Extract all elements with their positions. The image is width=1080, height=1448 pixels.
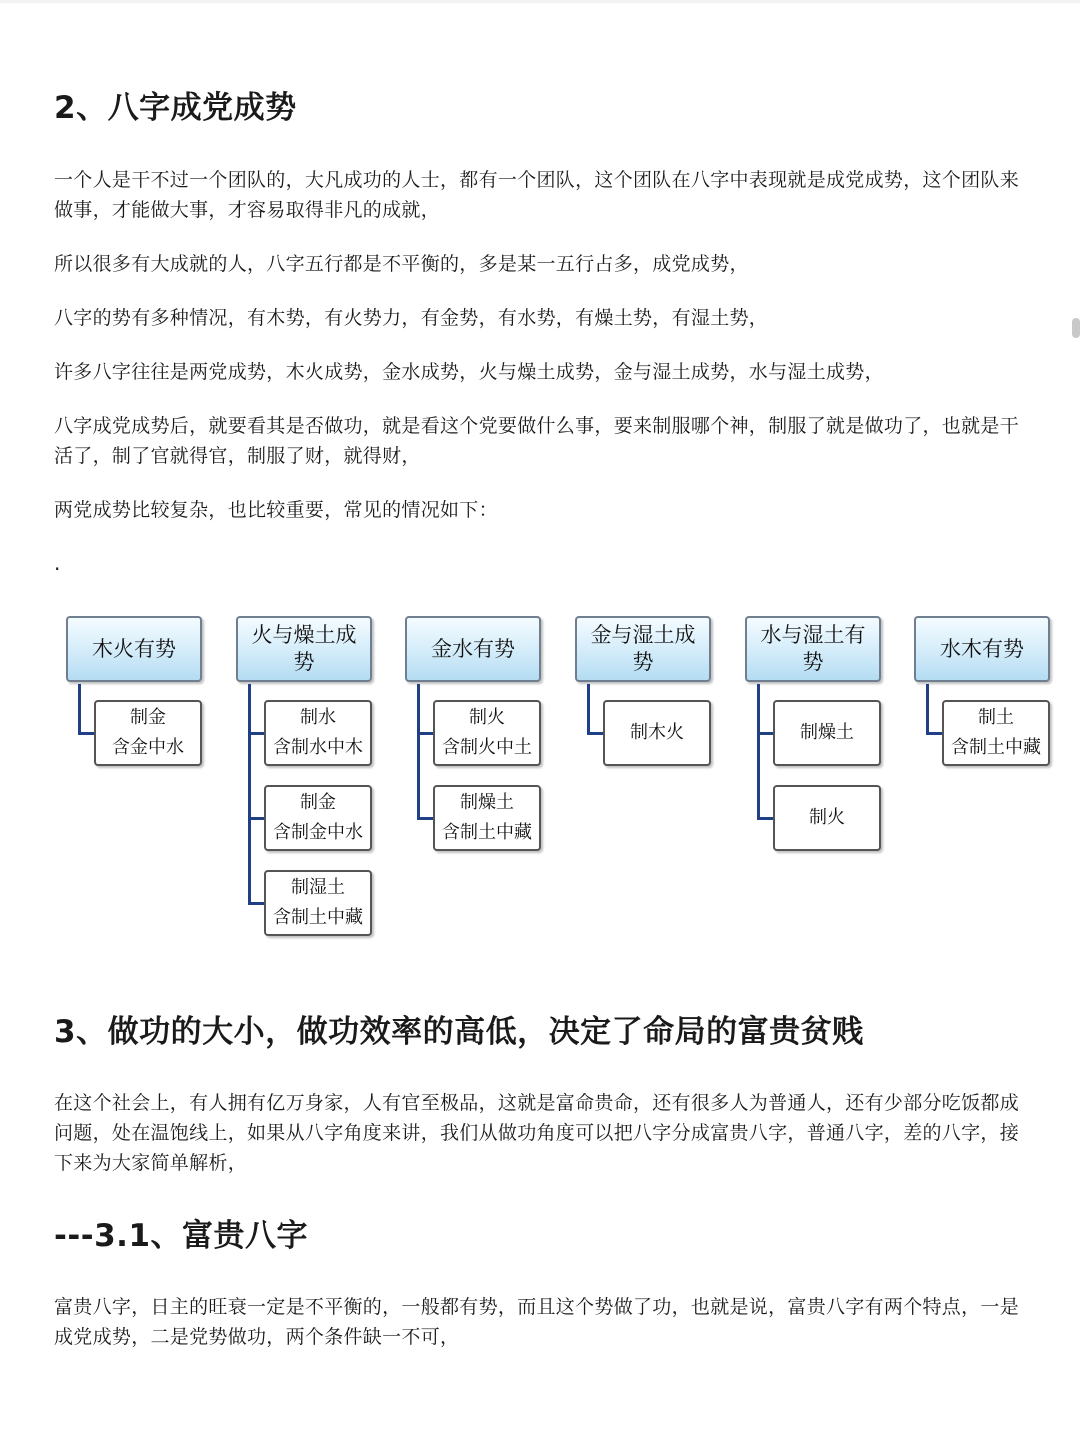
connector-vertical (926, 684, 929, 735)
connector-vertical (587, 684, 590, 735)
diagram-head-box: 金与湿土成势 (575, 616, 711, 682)
child-line-2: 含制土中藏 (273, 907, 363, 928)
stray-dot: . (54, 551, 61, 575)
scrollbar-thumb[interactable] (1072, 318, 1080, 338)
section-2-paragraph-6: 两党成势比较复杂，也比较重要，常见的情况如下： (54, 499, 498, 521)
diagram-child-box (603, 700, 711, 766)
child-line-1: 制火 (809, 807, 845, 828)
connector-horizontal (757, 817, 773, 820)
child-line-2: 含制金中水 (273, 822, 363, 843)
section-2-paragraph-1: 一个人是干不过一个团队的，大凡成功的人士，都有一个团队，这个团队在八字中表现就是成党成势，这个团队来做事，才能做大事，才容易取得非凡的成就， (54, 169, 1020, 221)
section-3-heading: 3、做功的大小，做功效率的高低，决定了命局的富贵贫贱 (54, 1014, 864, 1050)
diagram-child-box (773, 785, 881, 851)
connector-horizontal (248, 902, 264, 905)
child-line-1: 制土 (978, 707, 1014, 728)
top-edge (0, 0, 1080, 3)
child-line-1: 制水 (300, 707, 336, 728)
child-line-2: 含制水中木 (273, 737, 363, 758)
child-line-2: 含金中水 (112, 737, 184, 758)
child-line-1: 制金 (300, 792, 336, 813)
diagram-child-box (942, 700, 1050, 766)
section-3-1-paragraph-1: 富贵八字，日主的旺衰一定是不平衡的，一般都有势，而且这个势做了功，也就是说，富贵八字有两个特点，一是成党成势，二是党势做功，两个条件缺一不可， (54, 1296, 1020, 1348)
diagram-child-box (773, 700, 881, 766)
diagram-child-box (264, 870, 372, 936)
diagram-head-box: 火与燥土成势 (236, 616, 372, 682)
connector-horizontal (248, 732, 264, 735)
connector-vertical (78, 684, 81, 735)
section-2-paragraph-3: 八字的势有多种情况，有木势，有火势力，有金势，有水势，有燥土势，有湿土势， (54, 307, 769, 329)
child-line-1: 制燥土 (800, 722, 854, 743)
child-line-1: 制金 (130, 707, 166, 728)
diagram-head-box: 水木有势 (914, 616, 1050, 682)
connector-horizontal (248, 817, 264, 820)
child-line-1: 制湿土 (291, 877, 345, 898)
child-line-2: 含制土中藏 (442, 822, 532, 843)
diagram-head-box: 木火有势 (66, 616, 202, 682)
diagram-child-box (433, 785, 541, 851)
diagram-child-box (94, 700, 202, 766)
connector-horizontal (757, 732, 773, 735)
section-3-paragraph-1: 在这个社会上，有人拥有亿万身家，人有官至极品，这就是富命贵命，还有很多人为普通人，还有少部分吃饭都成问题，处在温饱线上，如果从八字角度来讲，我们从做功角度可以把八字分成富贵八字，普通八字，差的八字，接下来为大家简单解析， (54, 1092, 1020, 1174)
child-line-2: 含制土中藏 (951, 737, 1041, 758)
child-line-1: 制木火 (630, 722, 684, 743)
child-line-1: 制火 (469, 707, 505, 728)
diagram-child-box (433, 700, 541, 766)
diagram-child-box (264, 785, 372, 851)
section-2-paragraph-4: 许多八字往往是两党成势，木火成势，金水成势，火与燥土成势，金与湿土成势，水与湿土成势， (54, 361, 884, 383)
section-2-heading: 2、八字成党成势 (54, 90, 297, 126)
connector-horizontal (926, 732, 942, 735)
child-line-2: 含制火中土 (442, 737, 532, 758)
diagram-child-box (264, 700, 372, 766)
section-2-paragraph-2: 所以很多有大成就的人，八字五行都是不平衡的，多是某一五行占多，成党成势， (54, 253, 749, 275)
diagram-head-box: 水与湿土有势 (745, 616, 881, 682)
diagram-head-box: 金水有势 (405, 616, 541, 682)
connector-horizontal (417, 817, 433, 820)
connector-horizontal (78, 732, 94, 735)
section-3-1-heading: ---3.1、富贵八字 (54, 1218, 309, 1254)
section-2-paragraph-5: 八字成党成势后，就要看其是否做功，就是看这个党要做什么事，要来制服哪个神，制服了就是做功了，也就是干活了，制了官就得官，制服了财，就得财， (54, 415, 1020, 467)
connector-vertical (757, 684, 760, 820)
child-line-1: 制燥土 (460, 792, 514, 813)
connector-vertical (417, 684, 420, 820)
connector-horizontal (417, 732, 433, 735)
connector-horizontal (587, 732, 603, 735)
connector-vertical (248, 684, 251, 905)
